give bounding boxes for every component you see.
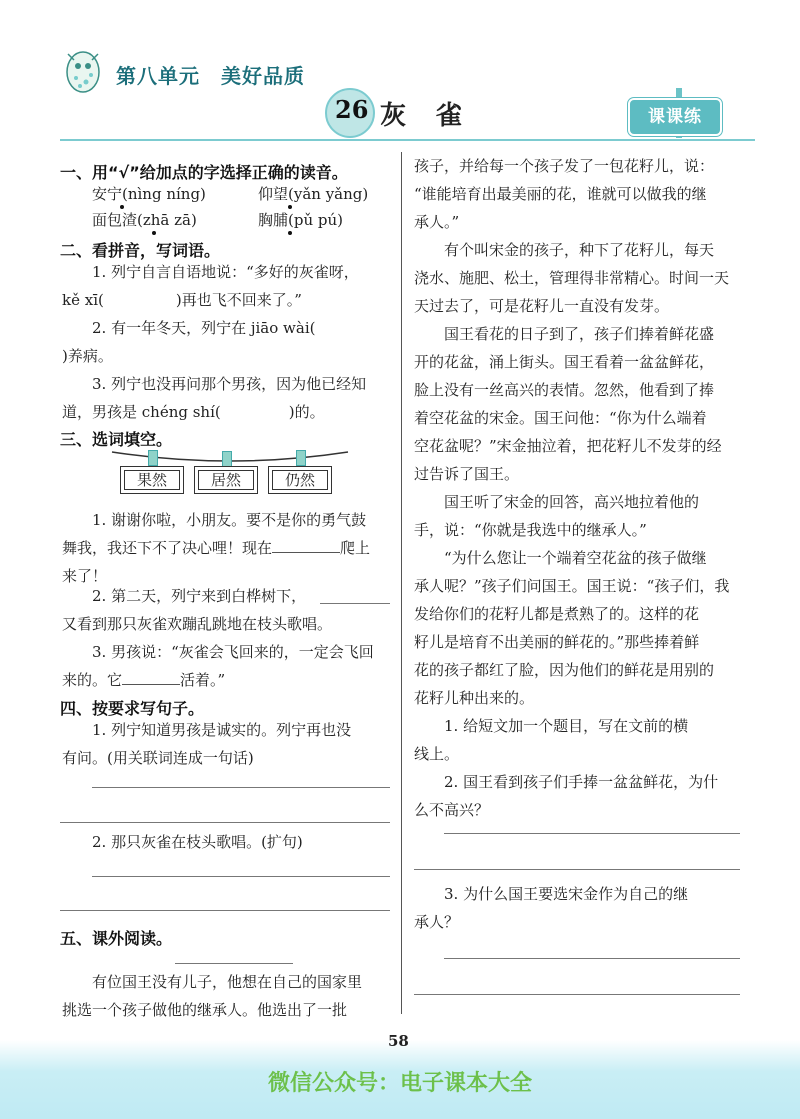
reading-left-line1: 有位国王没有儿子，他想在自己的国家里 <box>92 973 363 991</box>
s3-q3-line2 <box>62 666 225 694</box>
reading-line: 国王听了宋金的回答，高兴地拉着他的 <box>444 493 700 511</box>
word-card-rengran: 仍然 <box>268 466 332 494</box>
s3-q3-blank[interactable] <box>122 668 180 685</box>
s2-q3-pinyin: 道，男孩是 chéng shí( <box>62 403 221 421</box>
s2-q1-pinyin: kě xī( <box>62 291 104 309</box>
reading-line: “为什么您让一个端着空花盆的孩子做继 <box>444 549 707 567</box>
column-divider <box>401 152 402 1014</box>
r-q2-line1: 2. 国王看到孩子们手捧一盆盆鲜花，为什 <box>444 773 719 791</box>
r-q3-line1: 3. 为什么国王要选宋金作为自己的继 <box>444 885 689 903</box>
s2-q2-line1: 2. 有一年冬天，列宁在 jiāo wài( <box>92 319 316 337</box>
reading-line: 籽儿是培育不出美丽的鲜花的。”那些捧着鲜 <box>414 633 700 651</box>
s3-q2-blank[interactable] <box>320 603 390 604</box>
reading-line: 浇水、施肥、松土，管理得非常精心。时间一天 <box>414 269 730 287</box>
header-rule <box>60 139 755 141</box>
clip-icon <box>148 450 158 466</box>
section-4-title: 四、按要求写句子。 <box>60 699 205 718</box>
s1-item-xiongpu: 胸脯(pǔ pú) <box>258 211 343 229</box>
reading-line: 过告诉了国王。 <box>414 465 520 483</box>
r-q3-line2: 承人？ <box>414 913 460 931</box>
reading-line: 开的花盆，涌上街头。国王看着一盆盆鲜花， <box>414 353 715 371</box>
reading-title-blank[interactable] <box>175 963 293 964</box>
s4-q1-line2: 有问。(用关联词连成一句话) <box>62 749 254 767</box>
emphasis-dot <box>120 205 124 209</box>
emphasis-dot <box>288 205 292 209</box>
reading-line: 花的孩子都红了脸，因为他们的鲜花是用别的 <box>414 661 715 679</box>
s3-q3-post: 活着。” <box>180 671 226 689</box>
r-q1-line2: 线上。 <box>414 745 460 763</box>
unit-title: 第八单元 美好品质 <box>116 64 305 88</box>
s3-q3-pre: 来的。它 <box>62 671 123 689</box>
reading-line: 承人。” <box>414 213 460 231</box>
s3-q1-line3: 来了！ <box>62 567 108 585</box>
practice-tag: 课课练 <box>628 98 722 136</box>
s3-q1-line1: 1. 谢谢你啦，小朋友。要不是你的勇气鼓 <box>92 511 367 529</box>
lesson-number: 26 <box>335 95 369 124</box>
reading-line: 花籽儿种出来的。 <box>414 689 535 707</box>
reading-line: 有个叫宋金的孩子，种下了花籽儿，每天 <box>444 241 715 259</box>
reading-line: 国王看花的日子到了，孩子们捧着鲜花盛 <box>444 325 715 343</box>
s2-q3-line2 <box>62 398 325 426</box>
s3-q3-line1: 3. 男孩说：“灰雀会飞回来的，一定会飞回 <box>92 643 374 661</box>
lesson-title: 灰雀 <box>380 101 493 131</box>
s2-q1-line2 <box>62 286 302 314</box>
section-3-title: 三、选词填空。 <box>60 430 173 449</box>
s1-item-text: 安宁(nìng níng) <box>92 185 206 203</box>
s1-item-yangwang: 仰望(yǎn yǎng) <box>258 185 369 203</box>
reading-line: 手，说：“你就是我选中的继承人。” <box>414 521 647 539</box>
s3-q2-line1: 2. 第二天，列宁来到白桦树下， <box>92 587 307 605</box>
s3-q1-line2 <box>62 534 370 562</box>
clip-icon <box>222 451 232 467</box>
section-5-title: 五、课外阅读。 <box>60 929 173 948</box>
reading-line: 发给你们的花籽儿都是煮熟了的。这样的花 <box>414 605 700 623</box>
r-q3-answer-line[interactable] <box>444 958 740 959</box>
s1-item-anning <box>92 180 206 208</box>
s4-q1-answer-line[interactable] <box>92 787 390 788</box>
s4-q2-answer-line[interactable] <box>60 910 390 911</box>
page-number: 58 <box>388 1032 409 1050</box>
section-1-title: 一、用“√”给加点的字选择正确的读音。 <box>60 163 348 182</box>
s3-q1-post: 爬上 <box>340 539 371 557</box>
s2-q1-rest: )再也飞不回来了。” <box>175 291 302 309</box>
r-q2-answer-line[interactable] <box>444 833 740 834</box>
reading-line: 脸上没有一丝高兴的表情。忽然，他看到了捧 <box>414 381 715 399</box>
word-card-juran: 居然 <box>194 466 258 494</box>
s2-q3-rest: )的。 <box>288 403 325 421</box>
emphasis-dot <box>288 231 292 235</box>
s4-q1-answer-line[interactable] <box>60 822 390 823</box>
reading-line: 承人呢？”孩子们问国王。国王说：“孩子们，我 <box>414 577 730 595</box>
s4-q2-line: 2. 那只灰雀在枝头歌唱。(扩句) <box>92 833 303 851</box>
s3-q2-line2: 又看到那只灰雀欢蹦乱跳地在枝头歌唱。 <box>62 615 333 633</box>
clip-icon <box>296 450 306 466</box>
s3-q1-text: 舞我，我还下不了决心哩！现在 <box>62 539 273 557</box>
footer-watermark: 微信公众号：电子课本大全 <box>267 1071 532 1096</box>
r-q2-line2: 么不高兴？ <box>414 801 490 819</box>
s2-q1-line1: 1. 列宁自言自语地说：“多好的灰雀呀， <box>92 263 359 281</box>
s2-q3-line1: 3. 列宁也没再问那个男孩，因为他已经知 <box>92 375 367 393</box>
reading-line: 空花盆呢？”宋金抽泣着，把花籽儿不发芽的经 <box>414 437 722 455</box>
emphasis-dot <box>152 231 156 235</box>
s4-q1-line1: 1. 列宁知道男孩是诚实的。列宁再也没 <box>92 721 352 739</box>
r-q3-answer-line[interactable] <box>414 994 740 995</box>
s4-q2-answer-line[interactable] <box>92 876 390 877</box>
section-2-title: 二、看拼音，写词语。 <box>60 241 221 260</box>
word-card-guoran: 果然 <box>120 466 184 494</box>
s1-item-mianbaozha: 面包渣(zhā zā) <box>92 211 197 229</box>
r-q2-answer-line[interactable] <box>414 869 740 870</box>
reading-left-line2: 挑选一个孩子做他的继承人。他选出了一批 <box>62 1001 348 1019</box>
s2-q2-line2: )养病。 <box>62 347 113 365</box>
reading-line: “谁能培育出最美丽的花，谁就可以做我的继 <box>414 185 707 203</box>
reading-line: 孩子，并给每一个孩子发了一包花籽儿，说： <box>414 157 715 175</box>
r-q1-line1: 1. 给短文加一个题目，写在文前的横 <box>444 717 689 735</box>
reading-line: 着空花盆的宋金。国王问他：“你为什么端着 <box>414 409 707 427</box>
mascot-icon <box>58 44 108 100</box>
reading-line: 天过去了，可是花籽儿一直没有发芽。 <box>414 297 670 315</box>
s3-q1-blank[interactable] <box>272 536 340 553</box>
